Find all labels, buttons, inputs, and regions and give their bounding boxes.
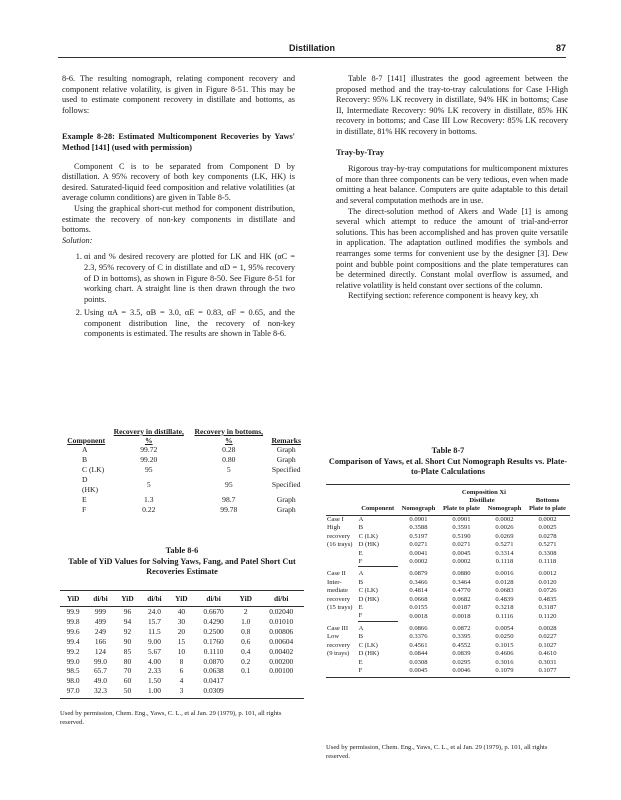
table-cell: 0.0726 [538, 587, 557, 595]
table-row [64, 465, 304, 475]
table-cell: 50 [115, 686, 140, 698]
table-cell: D (HK) [82, 475, 99, 494]
table-cell: 30 [177, 616, 186, 626]
table-cell: 0.1015 [495, 641, 514, 649]
table-cell: 0.0002 [452, 558, 471, 566]
table-cell: 0.0269 [495, 532, 514, 540]
table-cell: 98.5 [66, 666, 80, 676]
table-row [60, 627, 304, 637]
case-label [326, 667, 358, 678]
right-paragraph-3: The direct-solution method of Akers and Wade [1] is among several which attempt to reduce the amount of trial-and-error solutions. This has been accomplished and has proven quite versatile in application. The adaptation outlined modifies the symbols and rearranges some terms for convenient use by the designer [3]. Dew point and bubble point compositions and the plate temperatures can be determined directly. Constant molal overflow is assumed, and relative volatility is held constant over sections of the column. [336, 206, 568, 290]
example-paragraph-1: Component C is to be separated from Component D by distillation. A 95% recovery of both key components (LK, HK) is desired. Saturated-liquid feed composition and relative volatilities (at average column conditions) are given in Table 8-5. [62, 161, 295, 203]
table-cell: 0.3314 [495, 549, 514, 557]
table-cell: 0.00806 [269, 626, 294, 636]
table-cell: 8 [179, 656, 184, 666]
table-row [326, 567, 570, 579]
table-cell: C (LK) [358, 641, 378, 649]
table-cell: 70 [123, 666, 132, 676]
table-title: Table of YiD Values for Solving Yaws, Fang, and Patel Short Cut Recoveries Estimate [68, 556, 296, 576]
table-row [326, 533, 570, 541]
table-8-7-body [326, 516, 570, 678]
solution-step: 2. Using αA = 3.5, αB = 3.0, αE = 0.83, αF = 0.65, and the component distribution line, the recovery of non-key components is estimated. The results are shown in Table 8-6. [84, 308, 295, 340]
table-cell: 0.1760 [203, 636, 224, 646]
table-cell: 0.3395 [452, 633, 471, 641]
recovery-table-header [64, 427, 304, 445]
column-header: YiD [233, 591, 258, 607]
table-cell: 5.67 [147, 646, 161, 656]
table-cell: 0.0866 [409, 624, 428, 632]
table-cell: 0.0128 [495, 578, 514, 586]
right-paragraph-1: Table 8-7 [141] illustrates the good agreement between the proposed method and the tray-to-tray calculations for Case I-High Recovery: 95% LK recovery in distillate, 94% HK in bottoms; Case II, Intermediate Recovery: 90% LK recovery in distillate, 85% HK recovery in bottoms; and Case III Low Recovery: 85% LK recovery in distillate, 81% HK recovery in bottoms. [336, 74, 568, 136]
table-cell: 0.3466 [409, 578, 428, 586]
table-row [326, 541, 570, 549]
table-cell: 6 [179, 666, 184, 676]
table-cell: F [358, 612, 398, 621]
column-header: di/bi [258, 591, 304, 607]
recovery-table [64, 427, 304, 515]
table-cell: E [358, 549, 363, 557]
section-title: Tray-by-Tray [336, 147, 385, 157]
table-cell: 98.0 [66, 676, 80, 686]
table-8-6-body [60, 607, 304, 699]
table-cell: B [358, 524, 364, 532]
table-8-6-caption [60, 546, 304, 578]
solution-steps [62, 252, 295, 340]
table-cell: 10 [177, 646, 186, 656]
table-cell: 0.0002 [409, 558, 428, 566]
table-row [60, 676, 304, 686]
table-cell: 0.4552 [452, 641, 471, 649]
table-row [60, 617, 304, 627]
table-cell: 0.0870 [203, 656, 224, 666]
table-cell: 0.0120 [538, 578, 557, 586]
right-paragraph-4: Rectifying section: reference component is heavy key, xh [348, 291, 539, 301]
table-row [60, 657, 304, 667]
column-header: Plate to plate [439, 505, 484, 516]
table-cell: B [358, 633, 364, 641]
table-cell: Graph [276, 455, 296, 464]
table-cell: 0.1077 [525, 667, 570, 678]
table-cell: 0.0271 [409, 541, 428, 549]
table-cell: 0.0638 [203, 666, 224, 676]
table-cell: 0.0668 [409, 595, 428, 603]
table-row [326, 667, 570, 678]
table-cell: 0.4606 [495, 650, 514, 658]
left-column [62, 74, 295, 343]
table-cell: 4.00 [147, 656, 161, 666]
table-cell: 0.80 [222, 455, 236, 464]
table-cell: 40 [177, 607, 186, 616]
table-cell: 249 [94, 626, 106, 636]
table-cell: 99.9 [66, 607, 80, 616]
table-row [60, 647, 304, 657]
table-cell: 20 [177, 626, 186, 636]
table-8-7 [326, 484, 570, 678]
table-cell: 24.0 [147, 607, 161, 616]
table-cell: C (LK) [358, 587, 378, 595]
table-cell: 0.1079 [484, 667, 525, 678]
table-8-6 [60, 590, 304, 699]
table-cell: 90 [123, 636, 132, 646]
table-cell: 0.0278 [538, 532, 557, 540]
table-cell: 2.33 [147, 666, 161, 676]
table-row [326, 587, 570, 595]
case-label: (16 trays) [327, 541, 353, 549]
table-cell: 99.20 [140, 455, 158, 464]
table-cell: 0.01010 [269, 616, 294, 626]
table-cell: 0.0901 [409, 516, 428, 523]
table-cell: F [82, 505, 87, 514]
table-cell: A [358, 570, 364, 578]
table-cell [258, 686, 304, 698]
table-cell: 85 [123, 646, 132, 656]
table-cell: 0.2 [241, 656, 251, 666]
column-header: Nomograph [484, 505, 525, 516]
table-cell: E [358, 658, 363, 666]
table-cell: D (HK) [358, 541, 379, 549]
table-cell: 49.0 [93, 676, 107, 686]
column-header: YiD [60, 591, 86, 607]
table-row [64, 505, 304, 515]
table-8-7-caption [326, 446, 570, 478]
table-cell: B [82, 455, 88, 464]
table-row [60, 607, 304, 617]
table-cell: Specified [271, 480, 301, 489]
table-cell: 95 [144, 465, 153, 474]
table-cell: Graph [276, 495, 296, 504]
table-row [326, 550, 570, 558]
table-cell: 0.0309 [194, 686, 233, 698]
table-cell: 80 [123, 656, 132, 666]
column-header: Nomograph [398, 505, 439, 516]
table-cell: 5 [226, 465, 231, 474]
table-cell: 0.0271 [452, 541, 471, 549]
table-cell: 0.6670 [203, 607, 224, 616]
recovery-table-body [64, 445, 304, 515]
table-row [64, 455, 304, 465]
table-cell: 0.0054 [495, 624, 514, 632]
table-cell: 0.02040 [269, 607, 294, 616]
column-header: Component [358, 505, 398, 516]
header-rule [58, 57, 566, 58]
table-cell: 60 [123, 676, 132, 686]
table-8-7-note: Used by permission, Chem. Eng., Yaws, C. L., et al Jan. 29 (1979), p. 101, all rights reserved. [326, 744, 548, 760]
table-cell: 0.4839 [495, 595, 514, 603]
case-label: (9 trays) [327, 650, 350, 658]
table-cell: 0.0045 [398, 667, 439, 678]
table-number: Table 8-6 [165, 546, 199, 555]
case-label: Case II [327, 570, 346, 578]
table-cell: 15 [177, 636, 186, 646]
case-label: (15 trays) [327, 604, 353, 612]
table-cell: 0.1110 [203, 646, 224, 656]
table-row [326, 579, 570, 587]
table-cell: F [358, 667, 398, 678]
table-cell: 0.3464 [452, 578, 471, 586]
table-cell: 0.0844 [409, 650, 428, 658]
table-cell: 0.0308 [409, 658, 428, 666]
table-cell: 0.0250 [495, 633, 514, 641]
table-cell: 4 [179, 676, 184, 686]
table-cell: 0.3187 [538, 604, 557, 612]
right-column [336, 74, 568, 302]
column-header: di/bi [86, 591, 115, 607]
table-cell: 99.72 [140, 445, 158, 454]
table-cell: A [82, 445, 88, 454]
case-label: recovery [327, 532, 351, 540]
table-cell: B [358, 578, 364, 586]
table-row [326, 621, 570, 633]
table-row [326, 516, 570, 525]
table-cell: 0.3591 [452, 524, 471, 532]
table-cell: 2 [243, 607, 248, 616]
solution-label: Solution: [62, 235, 93, 245]
table-cell: 0.0187 [452, 604, 471, 612]
table-cell: 0.0002 [495, 516, 514, 523]
table-cell: 99.2 [66, 646, 80, 656]
case-label: Case I [327, 516, 344, 523]
table-cell: 0.0880 [452, 570, 471, 578]
table-cell: 0.5271 [538, 541, 557, 549]
case-label: Inter- [327, 578, 342, 586]
table-cell: 0.8 [241, 626, 251, 636]
table-row [60, 637, 304, 647]
table-cell: 0.0025 [538, 524, 557, 532]
table-cell: F [358, 558, 398, 567]
table-cell: 9.00 [147, 636, 161, 646]
table-row [60, 686, 304, 698]
case-label [326, 659, 358, 667]
example-paragraph-2: Using the graphical short-cut method for component distribution, estimate the recovery of non-key components in distillate and bottoms. [62, 203, 295, 235]
table-cell: 0.0018 [452, 612, 471, 620]
table-row [326, 650, 570, 658]
case-label [326, 558, 358, 567]
table-title: Comparison of Yaws, et al. Short Cut Nomograph Results vs. Plate-to-Plate Calculations [328, 456, 568, 476]
table-cell: Graph [276, 445, 296, 454]
table-cell: 96 [123, 607, 132, 616]
table-cell: 0.4290 [203, 616, 224, 626]
table-cell: 0.00100 [269, 666, 294, 676]
table-cell: 0.0002 [538, 516, 557, 523]
table-row [64, 445, 304, 455]
table-cell: 0.4770 [452, 587, 471, 595]
table-cell: 0.3218 [495, 604, 514, 612]
table-row [326, 633, 570, 641]
table-cell: 94 [123, 616, 132, 626]
table-cell: 166 [94, 636, 106, 646]
case-label: Case III [327, 624, 349, 632]
table-cell: 0.0872 [452, 624, 471, 632]
case-label: recovery [327, 595, 351, 603]
sub-header-distillate: Distillate [469, 497, 495, 504]
table-cell: D (HK) [358, 595, 379, 603]
table-cell: 0.0417 [203, 676, 224, 686]
table-cell [233, 686, 258, 698]
table-cell: 95 [225, 480, 233, 489]
table-cell: 0.5271 [495, 541, 514, 549]
column-header: YiD [169, 591, 194, 607]
column-header: Recovery in distillate, % [113, 427, 184, 445]
table-cell: 97.0 [60, 686, 86, 698]
column-header: YiD [115, 591, 140, 607]
table-cell: 0.0018 [409, 612, 428, 620]
table-row [64, 475, 304, 495]
table-cell: A [358, 516, 364, 523]
table-cell: 0.22 [142, 505, 156, 514]
table-cell: 0.0227 [538, 633, 557, 641]
solution-step: 1. αi and % desired recovery are plotted for LK and HK (αC = 2.3, 95% recovery of C in distillate and αD = 1, 95% recovery of D in bottoms), as shown in Figure 8-50. See Figure 8-51 for working chart. A straight line is then drawn through the two points. [84, 252, 295, 305]
column-header: Recovery in bottoms, % [194, 427, 264, 445]
table-cell: C (LK) [358, 532, 378, 540]
table-cell: 499 [94, 616, 106, 626]
table-cell: 0.3588 [409, 524, 428, 532]
table-cell: 99.78 [220, 505, 238, 514]
table-number: Table 8-7 [431, 446, 465, 455]
right-paragraph-2: Rigorous tray-by-tray computations for multicomponent mixtures of more than three components can be very tedious, even when made omitting a heat balance. Computers are quite adaptable to this detail and several computation methods are in use. [336, 164, 568, 205]
table-cell: 3 [169, 686, 194, 698]
table-cell: 5 [146, 480, 151, 489]
table-cell: 0.0028 [538, 624, 557, 632]
table-cell: 0.0016 [495, 570, 514, 578]
column-header: di/bi [140, 591, 169, 607]
table-cell: 0.4814 [409, 587, 428, 595]
table-cell: 0.4 [241, 646, 251, 656]
table-8-6-header [60, 591, 304, 607]
table-cell: Specified [271, 465, 301, 474]
table-row [326, 659, 570, 667]
case-label: Low [327, 633, 340, 641]
table-cell: 0.1027 [538, 641, 557, 649]
table-cell: 0.1118 [538, 558, 557, 566]
sub-header-bottoms: Bottoms [535, 497, 560, 504]
table-cell: 0.5190 [452, 532, 471, 540]
table-cell: Graph [276, 505, 296, 514]
table-cell: A [358, 624, 364, 632]
table-cell: 124 [94, 646, 106, 656]
case-label: mediate [327, 587, 348, 595]
table-8-7-header [326, 505, 570, 516]
table-cell: 0.0026 [495, 524, 514, 532]
table-cell: 92 [123, 626, 132, 636]
case-label [326, 612, 358, 621]
table-row [60, 666, 304, 676]
example-title: Example 8-28: Estimated Multicomponent Recoveries by Yaws' Method [141] (used with permission) [62, 132, 295, 152]
table-cell: 65.7 [93, 666, 107, 676]
table-cell: 32.3 [86, 686, 115, 698]
table-cell: 99.4 [66, 636, 80, 646]
case-label: High [327, 524, 341, 532]
table-cell: 11.5 [148, 626, 161, 636]
table-cell: 0.1118 [495, 558, 514, 566]
table-cell [258, 676, 304, 686]
table-cell: 0.0155 [409, 604, 428, 612]
case-label [326, 550, 358, 558]
table-cell: 0.28 [222, 445, 236, 454]
table-row [326, 604, 570, 612]
table-cell: 0.3308 [538, 549, 557, 557]
case-label: recovery [327, 641, 351, 649]
table-row [64, 495, 304, 505]
table-cell: 98.7 [222, 495, 236, 504]
column-header: Component [67, 436, 106, 445]
table-cell: D (HK) [358, 650, 379, 658]
table-cell: 0.0683 [495, 587, 514, 595]
table-cell: 1.00 [140, 686, 169, 698]
table-row [326, 524, 570, 532]
table-cell: 0.0879 [409, 570, 428, 578]
table-cell: 0.0682 [452, 595, 471, 603]
table-cell: 0.1120 [538, 612, 557, 620]
table-cell: 1.3 [144, 495, 154, 504]
table-row [326, 596, 570, 604]
table-cell: 0.00604 [269, 636, 294, 646]
table-cell: C (LK) [82, 465, 105, 474]
page-number: 87 [555, 43, 566, 53]
table-row [326, 612, 570, 621]
running-title: Distillation [288, 43, 335, 53]
table-row [326, 558, 570, 567]
table-cell: 0.0012 [538, 570, 557, 578]
group-header-row [326, 489, 570, 497]
table-cell: 0.0901 [452, 516, 471, 523]
table-cell [233, 676, 258, 686]
table-cell: 0.0839 [452, 650, 471, 658]
table-cell: 0.3031 [538, 658, 557, 666]
table-cell: 99.8 [66, 616, 80, 626]
table-cell: 0.3016 [495, 658, 514, 666]
table-row [326, 642, 570, 650]
table-cell: 15.7 [147, 616, 161, 626]
table-cell: 0.0041 [409, 549, 428, 557]
table-cell: 1.50 [147, 676, 161, 686]
table-cell: 0.0045 [452, 549, 471, 557]
table-cell: 0.2500 [203, 626, 224, 636]
table-cell: 99.6 [66, 626, 80, 636]
table-cell: 0.00200 [269, 656, 294, 666]
table-cell: E [358, 604, 363, 612]
table-cell: 0.1116 [495, 612, 514, 620]
intro-paragraph: 8-6. The resulting nomograph, relating component recovery and component relative volatility, is given in Figure 8-51. This may be used to estimate component recovery in distillate and bottoms, as follows: [62, 74, 295, 115]
column-header: Plate to plate [525, 505, 570, 516]
table-cell: 0.4610 [538, 650, 557, 658]
table-cell: 0.4835 [538, 595, 557, 603]
table-cell: 0.0295 [452, 658, 471, 666]
column-header: di/bi [194, 591, 233, 607]
running-header [58, 43, 566, 57]
table-cell: 0.0046 [439, 667, 484, 678]
sub-header-row [326, 497, 570, 505]
table-cell: 999 [94, 607, 106, 616]
table-cell: 0.6 [241, 636, 251, 646]
table-cell: 0.1 [241, 666, 251, 676]
table-8-6-note: Used by permission, Chem. Eng., Yaws, C. L., et al Jan. 29 (1979), p. 101, all rights reserved. [60, 710, 282, 726]
table-cell: 99.0 [93, 656, 107, 666]
table-cell: 0.4561 [409, 641, 428, 649]
group-header: Composition Xi [461, 489, 507, 496]
table-cell: 0.5197 [409, 532, 428, 540]
table-cell: E [82, 495, 87, 504]
table-cell: 1.0 [241, 616, 251, 626]
table-cell: 99.0 [66, 656, 80, 666]
column-header: Remarks [271, 436, 301, 445]
table-cell: 0.00402 [269, 646, 294, 656]
table-cell: 0.3376 [409, 633, 428, 641]
